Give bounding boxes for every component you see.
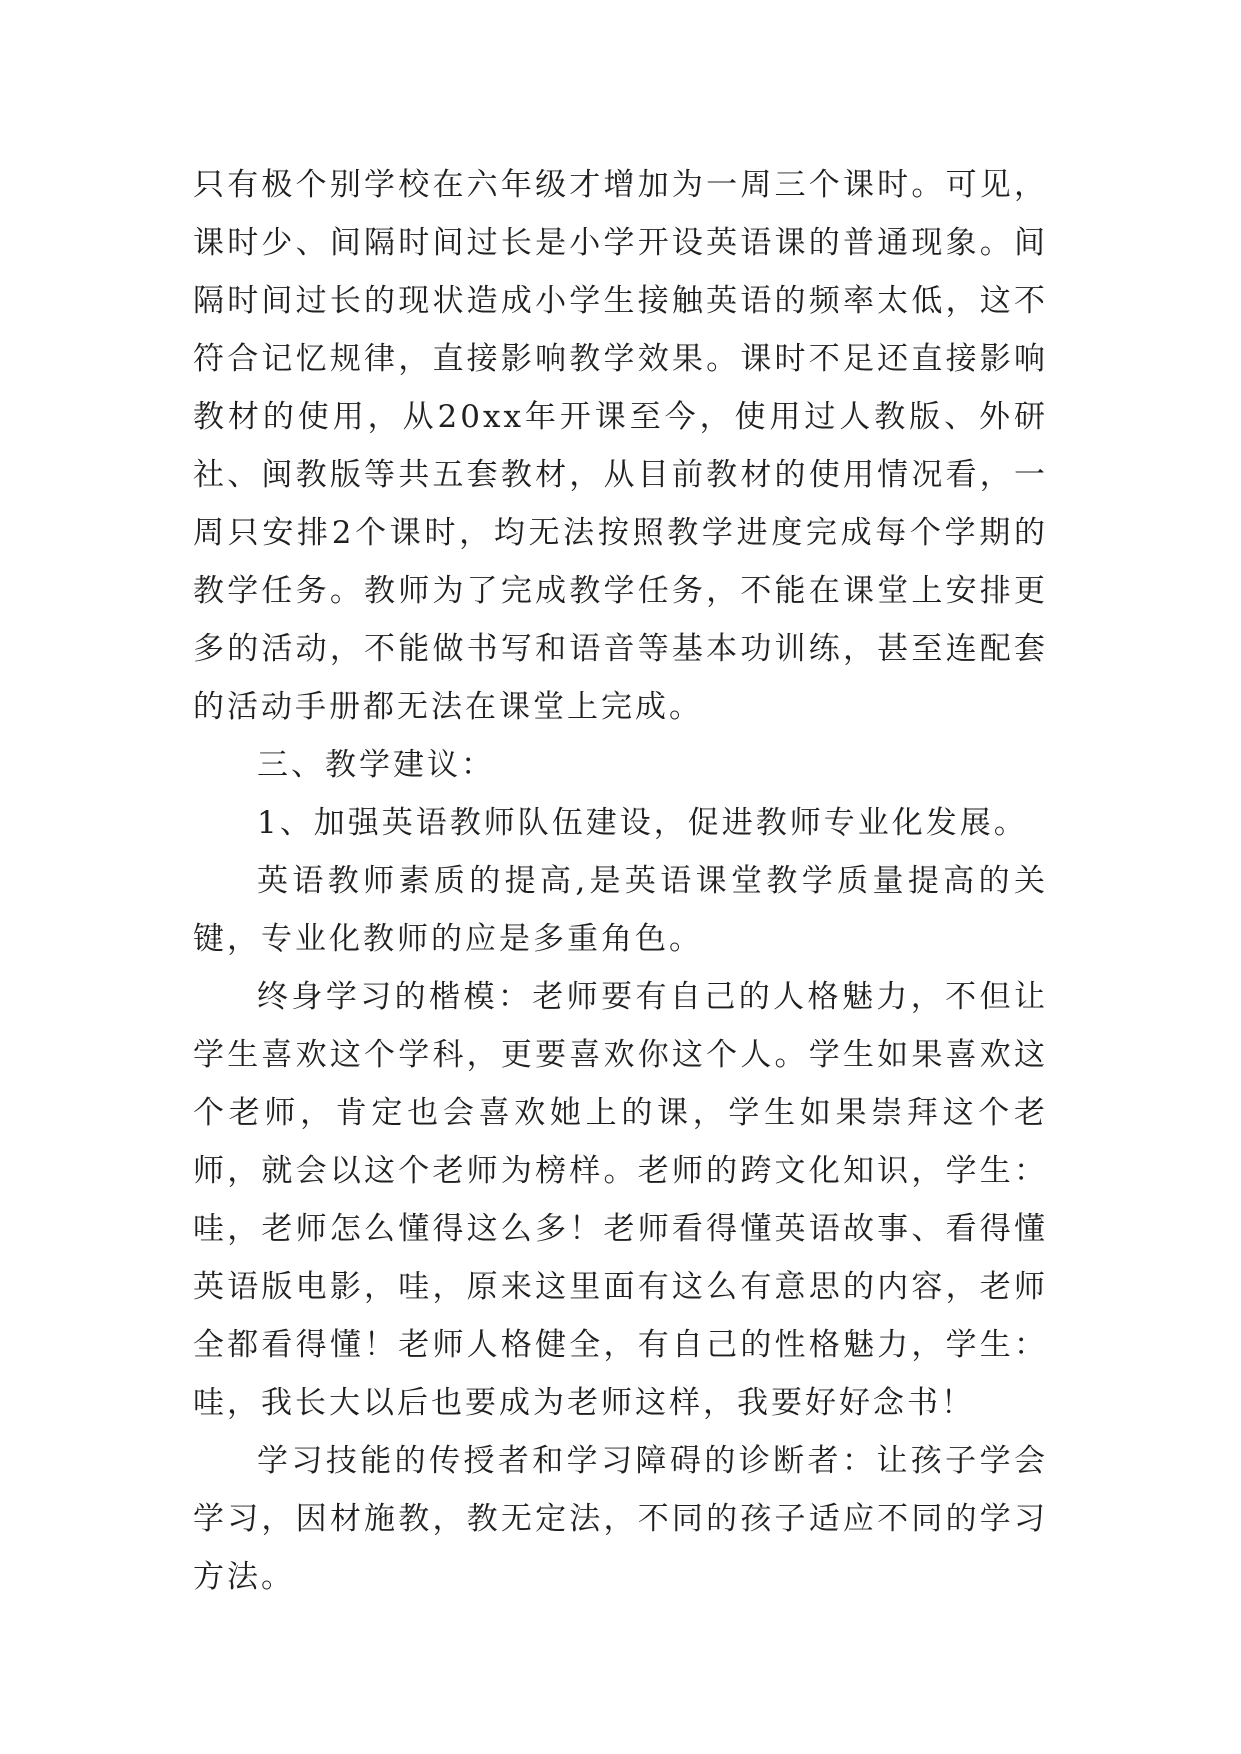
section-heading-teaching-suggestions: 三、教学建议： [257,747,495,783]
paragraph-lifelong-learning-model: 终身学习的楷模：老师要有自己的人格魅力，不但让学生喜欢这个学科，更要喜欢你这个人。学生如果喜欢这个老师，肯定也会喜欢她上的课，学生如果崇拜这个老师，就会以这个老师为榜样。老师的跨文化知识，学生：哇，老师怎么懂得这么多！老师看得懂英语故事、看得懂英语版电影，哇，原来这里面有这么有意思的内容，老师全都看得懂！老师人格健全，有自己的性格魅力，学生：哇，我长大以后也要成为老师这样，我要好好念书！ [193,979,1048,1421]
document-body [193,156,1048,1606]
paragraph-class-hours: 只有极个别学校在六年级才增加为一周三个课时。可见，课时少、间隔时间过长是小学开设英语课的普通现象。间隔时间过长的现状造成小学生接触英语的频率太低，这不符合记忆规律，直接影响教学效果。课时不足还直接影响教材的使用，从20xx年开课至今，使用过人教版、外研社、闽教版等共五套教材，从目前教材的使用情况看，一周只安排2个课时，均无法按照教学进度完成每个学期的教学任务。教师为了完成教学任务，不能在课堂上安排更多的活动，不能做书写和语音等基本功训练，甚至连配套的活动手册都无法在课堂上完成。 [193,167,1048,725]
subheading-teacher-team-building: 1、加强英语教师队伍建设，促进教师专业化发展。 [257,805,1028,841]
paragraph-learning-skills: 学习技能的传授者和学习障碍的诊断者：让孩子学会学习，因材施教，教无定法，不同的孩子适应不同的学习方法。 [193,1443,1048,1595]
paragraph-teacher-quality: 英语教师素质的提高,是英语课堂教学质量提高的关键，专业化教师的应是多重角色。 [193,863,1048,957]
